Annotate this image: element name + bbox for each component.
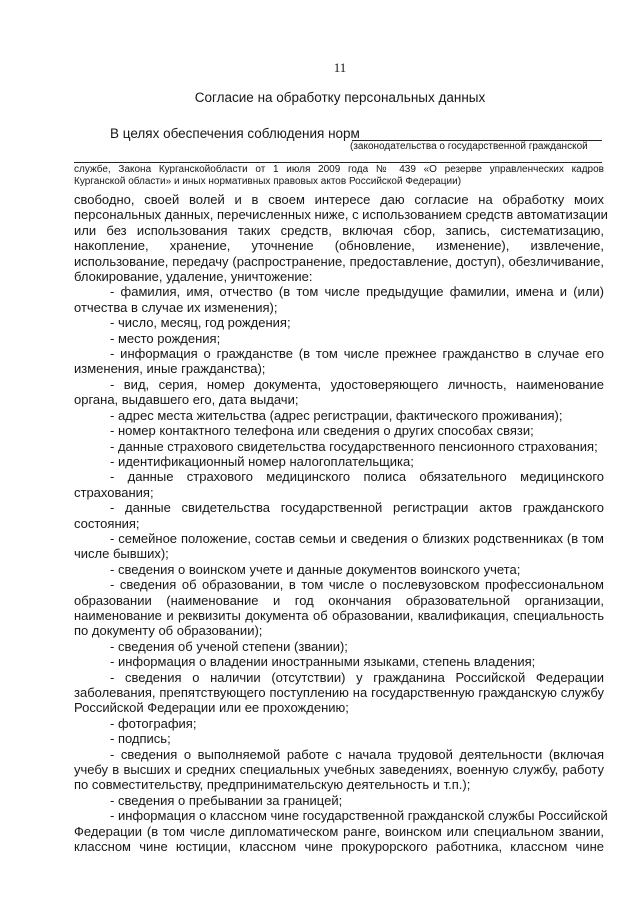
list-item: - номер контактного телефона или сведения о других способах связи;: [110, 423, 534, 439]
list-item: - сведения о выполняемой работе с начала трудовой деятельности (включая: [110, 746, 604, 762]
text-line: свободно, своей волей и в своем интересе даю согласие на обработку моих: [74, 192, 604, 207]
blank-fill-line-2: [74, 162, 602, 163]
list-item: - данные страхового медицинского полиса обязательного медицинского: [110, 469, 604, 485]
list-item: - информация о гражданстве (в том числе прежнее гражданство в случае его: [110, 346, 604, 362]
list-item-cont: органа, выдавшего его, дата выдачи;: [74, 392, 299, 408]
list-item-cont: наименование и реквизиты документа об образовании, квалификация, специальность: [74, 607, 604, 623]
list-item-cont: классном чине юстиции, классном чине прокурорского работника, классном чине: [74, 839, 604, 855]
list-item: - семейное положение, состав семьи и сведения о близких родственниках (в том: [110, 530, 604, 546]
consent-body: [74, 192, 608, 855]
text-line: Курганской области» и иных нормативных правовых актов Российской Федерации): [74, 176, 462, 187]
list-item-cont: образовании (наименование и год окончания образовательной организации,: [74, 592, 604, 608]
list-item-cont: по совместительству, предпринимательскую деятельность и т.п.);: [74, 777, 471, 793]
list-item: - данные свидетельства государственной регистрации актов гражданского: [110, 500, 604, 516]
list-item-cont: по документу об образовании);: [74, 623, 263, 639]
text-line: блокирование, удаление, уничтожение:: [74, 269, 313, 285]
list-item: - место рождения;: [110, 330, 221, 346]
list-item-cont: Федерации (в том числе дипломатическом ранге, воинском или специальном звании,: [74, 823, 604, 839]
list-item-cont: отчества в случае их изменения);: [74, 299, 278, 315]
list-item: - фотография;: [110, 715, 197, 731]
list-item: - данные страхового свидетельства государственного пенсионного страхования;: [110, 438, 598, 454]
list-item: - адрес места жительства (адрес регистрации, фактического проживания);: [110, 407, 563, 423]
list-item-cont: страхования;: [74, 484, 154, 500]
list-item-cont: учебу в высших и средних специальных учебных заведениях, военную службу, работу: [74, 762, 604, 778]
text-line: службе, Закона Курганскойобласти от 1 июля 2009 года № 439 «О резерве управленческих кадров: [74, 164, 604, 175]
list-item: - вид, серия, номер документа, удостоверяющего личность, наименование: [110, 376, 604, 392]
text-line: накопление, хранение, уточнение (обновление, изменение), извлечение,: [74, 238, 604, 254]
intro-text: В целях обеспечения соблюдения норм: [110, 126, 360, 141]
list-item: - идентификационный номер налогоплательщика;: [110, 453, 414, 469]
list-item-cont: состояния;: [74, 515, 140, 531]
list-item: - сведения о наличии (отсутствии) у гражданина Российской Федерации: [110, 669, 604, 685]
legal-basis-text: [74, 164, 604, 188]
page-number: 11: [333, 60, 347, 75]
list-item: - сведения о пребывании за границей;: [110, 792, 343, 808]
list-item: - фамилия, имя, отчество (в том числе предыдущие фамилии, имена и (или): [110, 284, 604, 300]
list-item-cont: заболевания, препятствующего поступлению на государственную гражданскую службу: [74, 685, 604, 700]
list-item-cont: Российской Федерации или ее прохождению;: [74, 700, 349, 716]
text-line: использование, передачу (распространение, предоставление, доступ), обезличивание,: [74, 253, 604, 269]
list-item-cont: числе бывших);: [74, 546, 169, 562]
list-item: - число, месяц, год рождения;: [110, 315, 291, 331]
blank-caption: (законодательства о государственной гражданской: [350, 141, 588, 152]
list-item: - сведения об ученой степени (звании);: [110, 638, 348, 654]
list-item: - сведения об образовании, в том числе о послевузовском профессиональном: [110, 577, 604, 593]
list-item: - подпись;: [110, 731, 171, 747]
page-title: Согласие на обработку персональных данных: [194, 90, 486, 105]
list-item: - сведения о воинском учете и данные документов воинского учета;: [110, 561, 521, 577]
list-item: - информация о владении иностранными языками, степень владения;: [110, 654, 536, 670]
text-line: персональных данных, перечисленных ниже, с использованием средств автоматизации: [74, 207, 608, 223]
list-item: - информация о классном чине государственной гражданской службы Российской: [110, 808, 608, 824]
list-item-cont: изменения, иные гражданства);: [74, 361, 266, 377]
text-line: или без использования таких средств, включая сбор, запись, систематизацию,: [74, 222, 604, 238]
